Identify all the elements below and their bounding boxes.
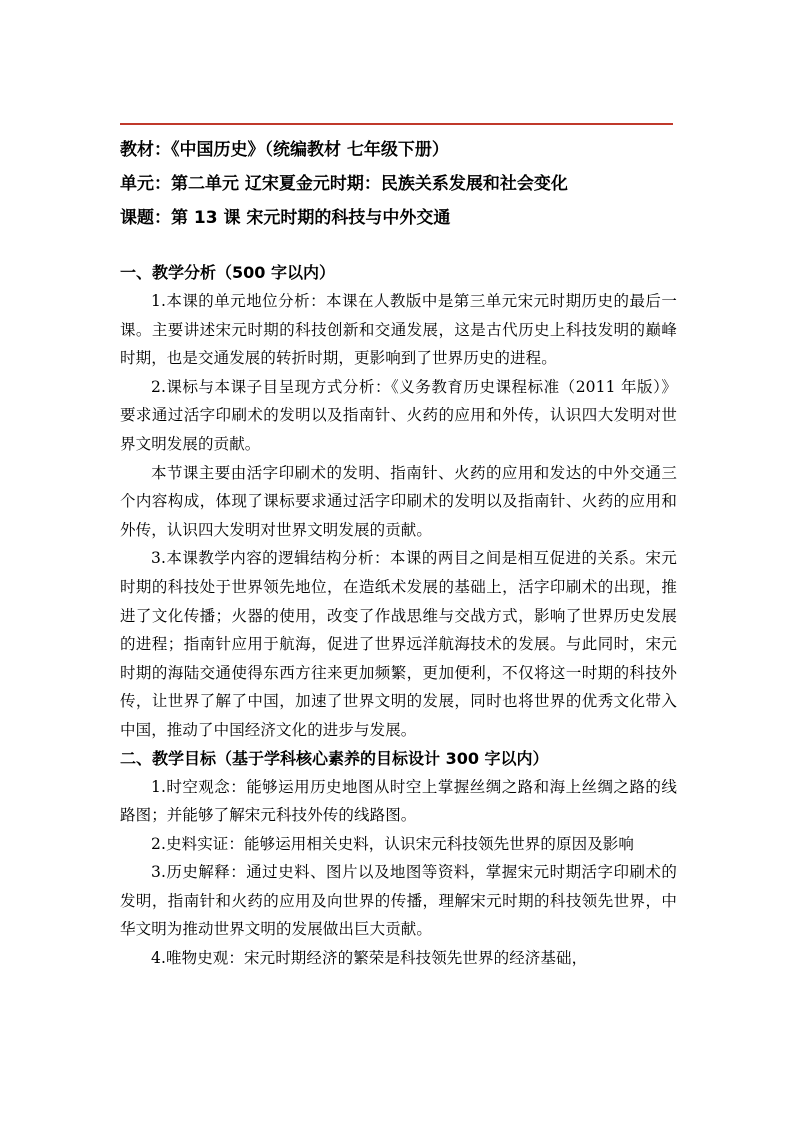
paragraph-logic-structure: 3.本课教学内容的逻辑结构分析：本课的两目之间是相互促进的关系。宋元时期的科技处于世界领先地位，在造纸术发展的基础上，活字印刷术的出现，推进了文化传播；火器的使用，改变了作战思维与交战方式，影响了世界历史发展的进程；指南针应用于航海，促进了世界远洋航海技术的发展。与此同时，宋元时期的海陆交通使得东西方往来更加频繁，更加便利，不仅将这一时期的科技外传，让世界了解了中国，加速了世界文明的发展，同时也将世界的优秀文化带入中国，推动了中国经济文化的进步与发展。 (120, 549, 677, 739)
section-heading-analysis: 一、教学分析（500 字以内） (120, 263, 335, 282)
unit-line: 单元：第二单元 辽宋夏金元时期：民族关系发展和社会变化 (120, 174, 568, 194)
topic-line: 课题：第 13 课 宋元时期的科技与中外交通 (120, 208, 451, 228)
textbook-line: 教材：《中国历史》（统编教材 七年级下册） (120, 140, 449, 160)
paragraph-evidence: 2.史料实证：能够运用相关史料，认识宋元科技领先世界的原因及影响 (151, 834, 634, 853)
paragraph-materialism: 4.唯物史观：宋元时期经济的繁荣是科技领先世界的经济基础， (151, 949, 588, 968)
section-heading-objectives: 二、教学目标（基于学科核心素养的目标设计 300 字以内） (120, 748, 549, 768)
paragraph-spatiotemporal: 1.时空观念：能够运用历史地图从时空上掌握丝绸之路和海上丝绸之路的线路图；并能够了解宋元科技外传的线路图。 (120, 777, 677, 825)
paragraph-lesson-content: 本节课主要由活字印刷术的发明、指南针、火药的应用和发达的中外交通三个内容构成，体现了课标要求通过活字印刷术的发明以及指南针、火药的应用和外传，认识四大发明对世界文明发展的贡献。 (120, 463, 677, 539)
document-body (120, 140, 677, 973)
paragraph-unit-position: 1.本课的单元地位分析：本课在人教版中是第三单元宋元时期历史的最后一课。主要讲述宋元时期的科技创新和交通发展，这是古代历史上科技发明的巅峰时期，也是交通发展的转折时期，更影响到了世界历史的进程。 (120, 292, 677, 368)
paragraph-curriculum-standard: 2.课标与本课子目呈现方式分析：《义务教育历史课程标准（2011 年版）》要求通过活字印刷术的发明以及指南针、火药的应用和外传，认识四大发明对世界文明发展的贡献。 (120, 377, 677, 453)
paragraph-interpretation: 3.历史解释：通过史料、图片以及地图等资料，掌握宋元时期活字印刷术的发明，指南针和火药的应用及向世界的传播，理解宋元时期的科技领先世界，中华文明为推动世界文明的发展做出巨大贡献。 (120, 863, 677, 939)
header-divider (120, 123, 673, 125)
